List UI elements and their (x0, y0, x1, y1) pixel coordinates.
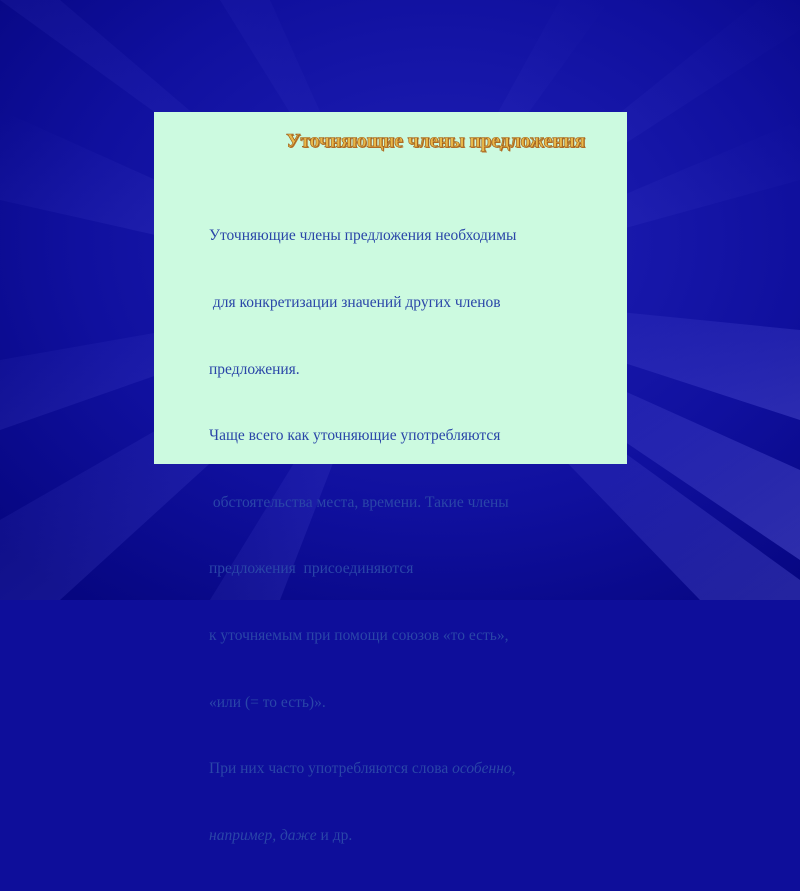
italic-word: особенно, (452, 760, 516, 778)
body-line: Уточняющие члены предложения необходимы (209, 227, 517, 245)
body-line-mixed (209, 825, 619, 847)
body-line: «или (= то есть)». (209, 693, 326, 711)
italic-word: даже (279, 826, 317, 844)
italic-word: например, (209, 826, 277, 844)
body-line: обстоятельства места, времени. Такие члены (209, 493, 509, 511)
body-line: к уточняемым при помощи союзов «то есть», (209, 626, 509, 644)
body-text: и др. (316, 826, 353, 844)
body-text: При них часто употребляются слова (209, 760, 453, 778)
body-line: Чаще всего как уточняющие употребляются (209, 427, 501, 445)
body-line-mixed (209, 758, 619, 780)
content-card (154, 112, 627, 844)
slide-body (209, 181, 619, 891)
body-line: предложения. (209, 360, 300, 378)
body-line: предложения присоединяются (209, 560, 414, 578)
body-line: для конкретизации значений других членов (209, 294, 501, 311)
slide-title: Уточняющие члены предложения (285, 130, 586, 152)
